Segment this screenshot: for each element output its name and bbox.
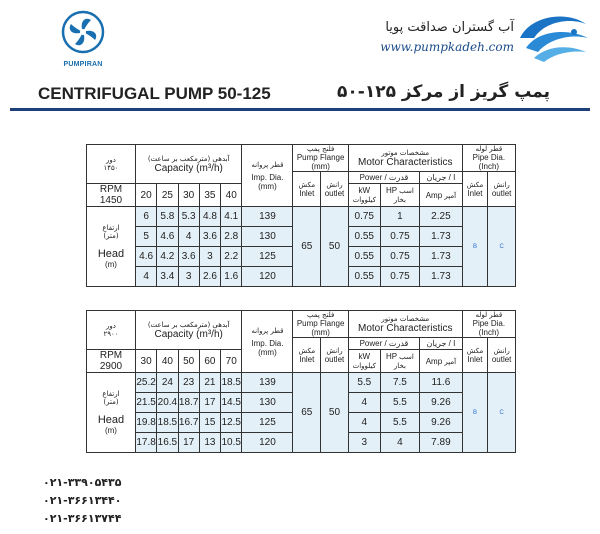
page-title-fa: پمپ گریز از مرکز ۱۲۵-۵۰ bbox=[336, 82, 550, 102]
current-header: جریان / I bbox=[420, 338, 463, 350]
amp-value: 1.73 bbox=[420, 227, 463, 247]
motor-header: مشخصات موتور Motor Characteristics bbox=[348, 311, 462, 338]
capacity-col: 50 bbox=[178, 350, 199, 373]
amp-value: 9.26 bbox=[420, 393, 463, 413]
company-name-fa: آب گستران صداقت پویا bbox=[385, 20, 514, 35]
head-value: 4.8 bbox=[199, 207, 220, 227]
head-value: 2.6 bbox=[199, 267, 220, 287]
kw-value: 4 bbox=[348, 393, 380, 413]
spec-table-1450 bbox=[86, 144, 516, 287]
rpm-cell: RPM 1450 bbox=[87, 184, 136, 207]
amp-value: 2.25 bbox=[420, 207, 463, 227]
flange-inlet-header: مکش Inlet bbox=[293, 172, 321, 207]
pipe-outlet-header: رانش outlet bbox=[488, 172, 516, 207]
head-label: ارتفاع (متر) Head (m) bbox=[87, 207, 136, 287]
rpm-cell: RPM 2900 bbox=[87, 350, 136, 373]
phone-number[interactable]: ۰۲۱-۳۶۶۱۳۴۴۰ bbox=[43, 494, 122, 507]
capacity-col: 30 bbox=[135, 350, 156, 373]
head-value: 21.5 bbox=[135, 393, 156, 413]
phone-number[interactable]: ۰۲۱-۳۳۹۰۵۴۳۵ bbox=[43, 476, 122, 489]
wave-logo-icon bbox=[516, 8, 594, 70]
head-value: 13 bbox=[199, 433, 220, 453]
head-value: 4.1 bbox=[221, 207, 242, 227]
speed-header: دور ۲۹۰۰ bbox=[87, 311, 136, 350]
head-value: 2.2 bbox=[221, 247, 242, 267]
flange-header: فلنج پمپ Pump Flange (mm) bbox=[293, 145, 348, 172]
head-value: 18.5 bbox=[221, 373, 242, 393]
hp-value: 5.5 bbox=[380, 393, 419, 413]
kw-value: 4 bbox=[348, 413, 380, 433]
imp-value: 130 bbox=[242, 393, 293, 413]
capacity-col: 20 bbox=[135, 184, 156, 207]
hp-header: HP اسب بخار bbox=[380, 184, 419, 207]
imp-header: قطر پروانه Imp. Dia. (mm) bbox=[242, 145, 293, 207]
head-value: 21 bbox=[199, 373, 220, 393]
amp-value: 7.89 bbox=[420, 433, 463, 453]
amp-value: 1.73 bbox=[420, 267, 463, 287]
capacity-col: 35 bbox=[199, 184, 220, 207]
company-logo bbox=[364, 6, 596, 68]
head-value: 15 bbox=[199, 413, 220, 433]
head-value: 23 bbox=[178, 373, 199, 393]
kw-header: kW کیلووات bbox=[348, 350, 380, 373]
head-value: 4 bbox=[135, 267, 156, 287]
power-header: Power / قدرت bbox=[348, 338, 419, 350]
pipe-inlet-header: مکش Inlet bbox=[462, 172, 488, 207]
amp-value: 1.73 bbox=[420, 247, 463, 267]
power-header: Power / قدرت bbox=[348, 172, 419, 184]
kw-value: 0.75 bbox=[348, 207, 380, 227]
table-row bbox=[87, 373, 516, 393]
head-value: 12.5 bbox=[221, 413, 242, 433]
flange-outlet-value: 50 bbox=[321, 373, 349, 453]
imp-value: 120 bbox=[242, 433, 293, 453]
imp-header: قطر پروانه Imp. Dia. (mm) bbox=[242, 311, 293, 373]
capacity-col: 70 bbox=[221, 350, 242, 373]
capacity-header: آبدهی (مترمکعب بر ساعت) Capacity (m³/h) bbox=[135, 145, 241, 184]
head-value: 3.6 bbox=[178, 247, 199, 267]
amp-header: Amp آمپر bbox=[420, 184, 463, 207]
head-value: 14.5 bbox=[221, 393, 242, 413]
head-value: 3 bbox=[178, 267, 199, 287]
flange-inlet-header: مکش Inlet bbox=[293, 338, 321, 373]
kw-header: kW کیلووات bbox=[348, 184, 380, 207]
current-header: جریان / I bbox=[420, 172, 463, 184]
head-value: 4 bbox=[178, 227, 199, 247]
pump-fan-icon bbox=[61, 10, 105, 54]
motor-header: مشخصات موتور Motor Characteristics bbox=[348, 145, 462, 172]
head-value: 3.6 bbox=[199, 227, 220, 247]
phone-number[interactable]: ۰۲۱-۳۶۶۱۳۷۴۴ bbox=[43, 512, 122, 525]
hp-header: HP اسب بخار bbox=[380, 350, 419, 373]
head-value: 5.3 bbox=[178, 207, 199, 227]
hp-value: 7.5 bbox=[380, 373, 419, 393]
amp-value: 11.6 bbox=[420, 373, 463, 393]
imp-value: 125 bbox=[242, 247, 293, 267]
flange-inlet-value: 65 bbox=[293, 373, 321, 453]
head-value: 18.7 bbox=[178, 393, 199, 413]
table-row bbox=[87, 207, 516, 227]
spec-table-2900 bbox=[86, 310, 516, 453]
head-value: 5.8 bbox=[157, 207, 178, 227]
title-divider bbox=[10, 108, 590, 111]
page-title-en: CENTRIFUGAL PUMP 50-125 bbox=[38, 84, 271, 103]
hp-value: 5.5 bbox=[380, 413, 419, 433]
head-value: 16.7 bbox=[178, 413, 199, 433]
head-label: ارتفاع (متر) Head (m) bbox=[87, 373, 136, 453]
kw-value: 3 bbox=[348, 433, 380, 453]
imp-value: 120 bbox=[242, 267, 293, 287]
head-value: 24 bbox=[157, 373, 178, 393]
speed-header: دور ۱۴۵۰ bbox=[87, 145, 136, 184]
head-value: 16.5 bbox=[157, 433, 178, 453]
head-value: 4.2 bbox=[157, 247, 178, 267]
left-logo-brand: PUMPIRAN bbox=[63, 61, 103, 68]
flange-outlet-header: رانش outlet bbox=[321, 172, 349, 207]
hp-value: 0.75 bbox=[380, 267, 419, 287]
amp-header: Amp آمپر bbox=[420, 350, 463, 373]
head-value: 17 bbox=[178, 433, 199, 453]
head-value: 17.8 bbox=[135, 433, 156, 453]
hp-value: 0.75 bbox=[380, 247, 419, 267]
capacity-col: 30 bbox=[178, 184, 199, 207]
head-value: 20.4 bbox=[157, 393, 178, 413]
flange-inlet-value: 65 bbox=[293, 207, 321, 287]
head-value: 3.4 bbox=[157, 267, 178, 287]
head-value: 19.8 bbox=[135, 413, 156, 433]
company-url: www.pumpkadeh.com bbox=[380, 40, 514, 54]
pumpiran-logo bbox=[48, 10, 118, 72]
hp-value: 4 bbox=[380, 433, 419, 453]
head-value: 3 bbox=[199, 247, 220, 267]
kw-value: 0.55 bbox=[348, 267, 380, 287]
head-value: 17 bbox=[199, 393, 220, 413]
imp-value: 139 bbox=[242, 207, 293, 227]
pipe-header: قطر لوله Pipe Dia. (Inch) bbox=[462, 311, 515, 338]
pipe-outlet-header: رانش outlet bbox=[488, 338, 516, 373]
title-row bbox=[0, 80, 600, 106]
head-value: 4.6 bbox=[135, 247, 156, 267]
flange-outlet-header: رانش outlet bbox=[321, 338, 349, 373]
pipe-outlet-value: C bbox=[488, 373, 516, 453]
head-value: 6 bbox=[135, 207, 156, 227]
pipe-inlet-header: مکش Inlet bbox=[462, 338, 488, 373]
imp-value: 130 bbox=[242, 227, 293, 247]
flange-outlet-value: 50 bbox=[321, 207, 349, 287]
kw-value: 0.55 bbox=[348, 227, 380, 247]
head-value: 25.2 bbox=[135, 373, 156, 393]
hp-value: 1 bbox=[380, 207, 419, 227]
hp-value: 0.75 bbox=[380, 227, 419, 247]
head-value: 4.6 bbox=[157, 227, 178, 247]
pipe-header: قطر لوله Pipe Dia. (Inch) bbox=[462, 145, 515, 172]
head-value: 18.5 bbox=[157, 413, 178, 433]
pipe-inlet-value: B bbox=[462, 207, 488, 287]
capacity-col: 60 bbox=[199, 350, 220, 373]
head-value: 1.6 bbox=[221, 267, 242, 287]
amp-value: 9.26 bbox=[420, 413, 463, 433]
pipe-inlet-value: B bbox=[462, 373, 488, 453]
kw-value: 0.55 bbox=[348, 247, 380, 267]
head-value: 5 bbox=[135, 227, 156, 247]
flange-header: فلنج پمپ Pump Flange (mm) bbox=[293, 311, 348, 338]
capacity-col: 40 bbox=[157, 350, 178, 373]
capacity-col: 25 bbox=[157, 184, 178, 207]
kw-value: 5.5 bbox=[348, 373, 380, 393]
pipe-outlet-value: C bbox=[488, 207, 516, 287]
capacity-col: 40 bbox=[221, 184, 242, 207]
head-value: 10.5 bbox=[221, 433, 242, 453]
imp-value: 139 bbox=[242, 373, 293, 393]
imp-value: 125 bbox=[242, 413, 293, 433]
head-value: 2.8 bbox=[221, 227, 242, 247]
capacity-header: آبدهی (مترمکعب بر ساعت) Capacity (m³/h) bbox=[135, 311, 241, 350]
